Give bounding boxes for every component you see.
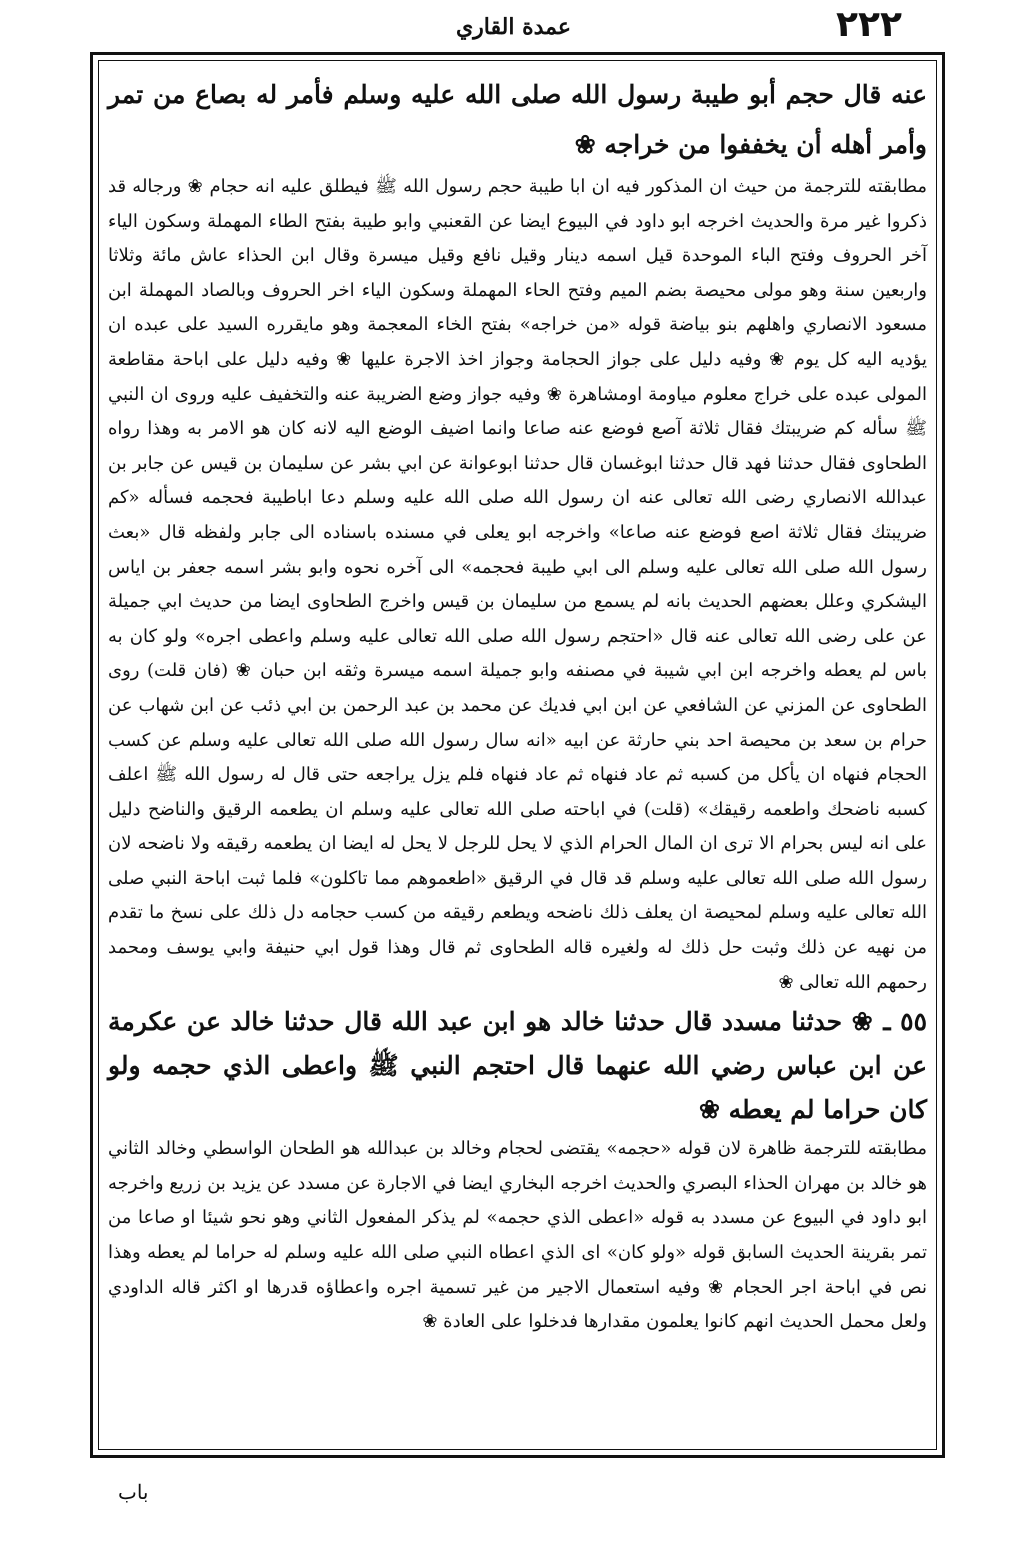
- page-number: ٢٢٢: [836, 4, 902, 45]
- commentary-paragraph-2: مطابقته للترجمة ظاهرة لان قوله «حجمه» يقتضى لحجام وخالد بن عبدالله هو الطحان الواسطي وخالد الثاني هو خالد بن مهران الحذاء البصري والحديث اخرجه البخاري ايضا في الاجارة عن مسدد عن يزيد بن زريع واخرجه ابو داود في البيوع عن مسدد به قوله «اعطى الذي حجمه» لم يذكر المفعول الثاني وهو نحو شيئا او صاعا من تمر بقرينة الحديث السابق قوله «ولو كان» اى الذي اعطاه النبي صلى الله عليه وسلم له حراما لم يعطه وهذا نص في اباحة اجر الحجام ❀ وفيه استعمال الاجير من غير تسمية اجره واعطاؤه قدرها او اكثر قاله الداودي ولعل محمل الحديث انهم كانوا يعلمون مقدارها فدخلوا على العادة ❀: [108, 1138, 927, 1333]
- page-body: [108, 70, 927, 1340]
- footer-catchword: باب: [118, 1480, 149, 1504]
- hadith-text-2: ٥٥ ـ ❀ حدثنا مسدد قال حدثنا خالد هو ابن عبد الله قال حدثنا خالد عن عكرمة عن ابن عباس رضي الله عنهما قال احتجم النبي ﷺ واعطى الذي حجمه ولو كان حراما لم يعطه ❀: [108, 1007, 927, 1125]
- commentary-paragraph-1: مطابقته للترجمة من حيث ان المذكور فيه ان ابا طيبة حجم رسول الله ﷺ فيطلق عليه انه حجام ❀ ورجاله قد ذكروا غير مرة والحديث اخرجه ابو داود في البيوع ايضا عن القعنبي وابو طيبة بفتح الطاء المهملة وسكون الياء آخر الحروف وفتح الباء الموحدة قيل اسمه دينار وقيل نافع وقيل ميسرة وقال ابن الحذاء عاش مائة وثلاثا واربعين سنة وهو مولى محيصة بضم الميم وفتح الحاء المهملة وسكون الياء اخر الحروف وبالصاد المهملة ابن مسعود الانصاري واهلهم بنو بياضة قوله «من خراجه» بفتح الخاء المعجمة وهو مايقرره السيد على عبده ان يؤديه اليه كل يوم ❀ وفيه دليل على جواز الحجامة وجواز اخذ الاجرة عليها ❀ وفيه دليل على اباحة مقاطعة المولى عبده على خراج معلوم مياومة اومشاهرة ❀ وفيه جواز وضع الضريبة عنه والتخفيف عليه وروى ان النبي ﷺ سأله كم ضريبتك فقال ثلاثة آصع فوضع عنه صاعا وانما اضيف الوضع اليه لانه كان هو الامر به وهذا رواه الطحاوى فقال حدثنا فهد قال حدثنا ابوغسان قال حدثنا ابوعوانة عن ابي بشر عن سليمان بن قيس عن جابر بن عبدالله الانصاري رضى الله تعالى عنه ان رسول الله صلى الله عليه وسلم دعا اباطيبة فحجمه فسأله «كم ضريبتك فقال ثلاثة اصع فوضع عنه صاعا» واخرجه ابو يعلى في مسنده باسناده الى جابر ولفظه قال «بعث رسول الله صلى الله تعالى عليه وسلم الى ابي طيبة فحجمه» الى آخره نحوه وابو بشر اسمه جعفر بن اياس اليشكري وعلل بعضهم الحديث بانه لم يسمع من سليمان بن قيس واخرج الطحاوى ايضا من حديث ابي جميلة عن على رضى الله تعالى عنه قال «احتجم رسول الله صلى الله تعالى عليه وسلم واعطى اجره» ولو كان به باس لم يعطه واخرجه ابن ابي شيبة في مصنفه وابو جميلة اسمه ميسرة وثقه ابن حبان ❀ (فان قلت) روى الطحاوى عن المزني عن الشافعي عن ابن ابي فديك عن محمد بن عبد الرحمن بن ابي ذئب عن ابن شهاب عن حرام بن سعد بن محيصة احد بني حارثة عن ابيه «انه سال رسول الله صلى الله تعالى عليه وسلم عن كسب الحجام فنهاه ان يأكل من كسبه ثم عاد فنهاه ثم عاد فنهاه فلم يزل يراجعه حتى قال له رسول الله ﷺ اعلف كسبه ناضحك واطعمه رقيقك» (قلت) في اباحته صلى الله تعالى عليه وسلم ان يطعمه الرقيق والناضح دليل على انه ليس بحرام الا ترى ان المال الحرام الذي لا يحل للرجل لا يحل له ايضا ان يطعمه رقيقه ولا ناضحه لان رسول الله صلى الله تعالى عليه وسلم قد قال في الرقيق «اطعموهم مما تاكلون» فلما ثبت اباحة النبي صلى الله تعالى عليه وسلم لمحيصة ان يعلف ذلك ناضحه ويطعم رقيقه من كسب حجامه دل ذلك على نسخ ما تقدم من نهيه عن ذلك وثبت حل ذلك له ولغيره قاله الطحاوى ثم قال وهذا قول ابي حنيفة وابي يوسف ومحمد رحمهم الله تعالى ❀: [108, 176, 928, 993]
- hadith-text-1: عنه قال حجم أبو طيبة رسول الله صلى الله عليه وسلم فأمر له بصاع من تمر وأمر أهله أن يخففوا من خراجه ❀: [108, 80, 927, 159]
- running-header-title: عمدة القاري: [455, 14, 572, 40]
